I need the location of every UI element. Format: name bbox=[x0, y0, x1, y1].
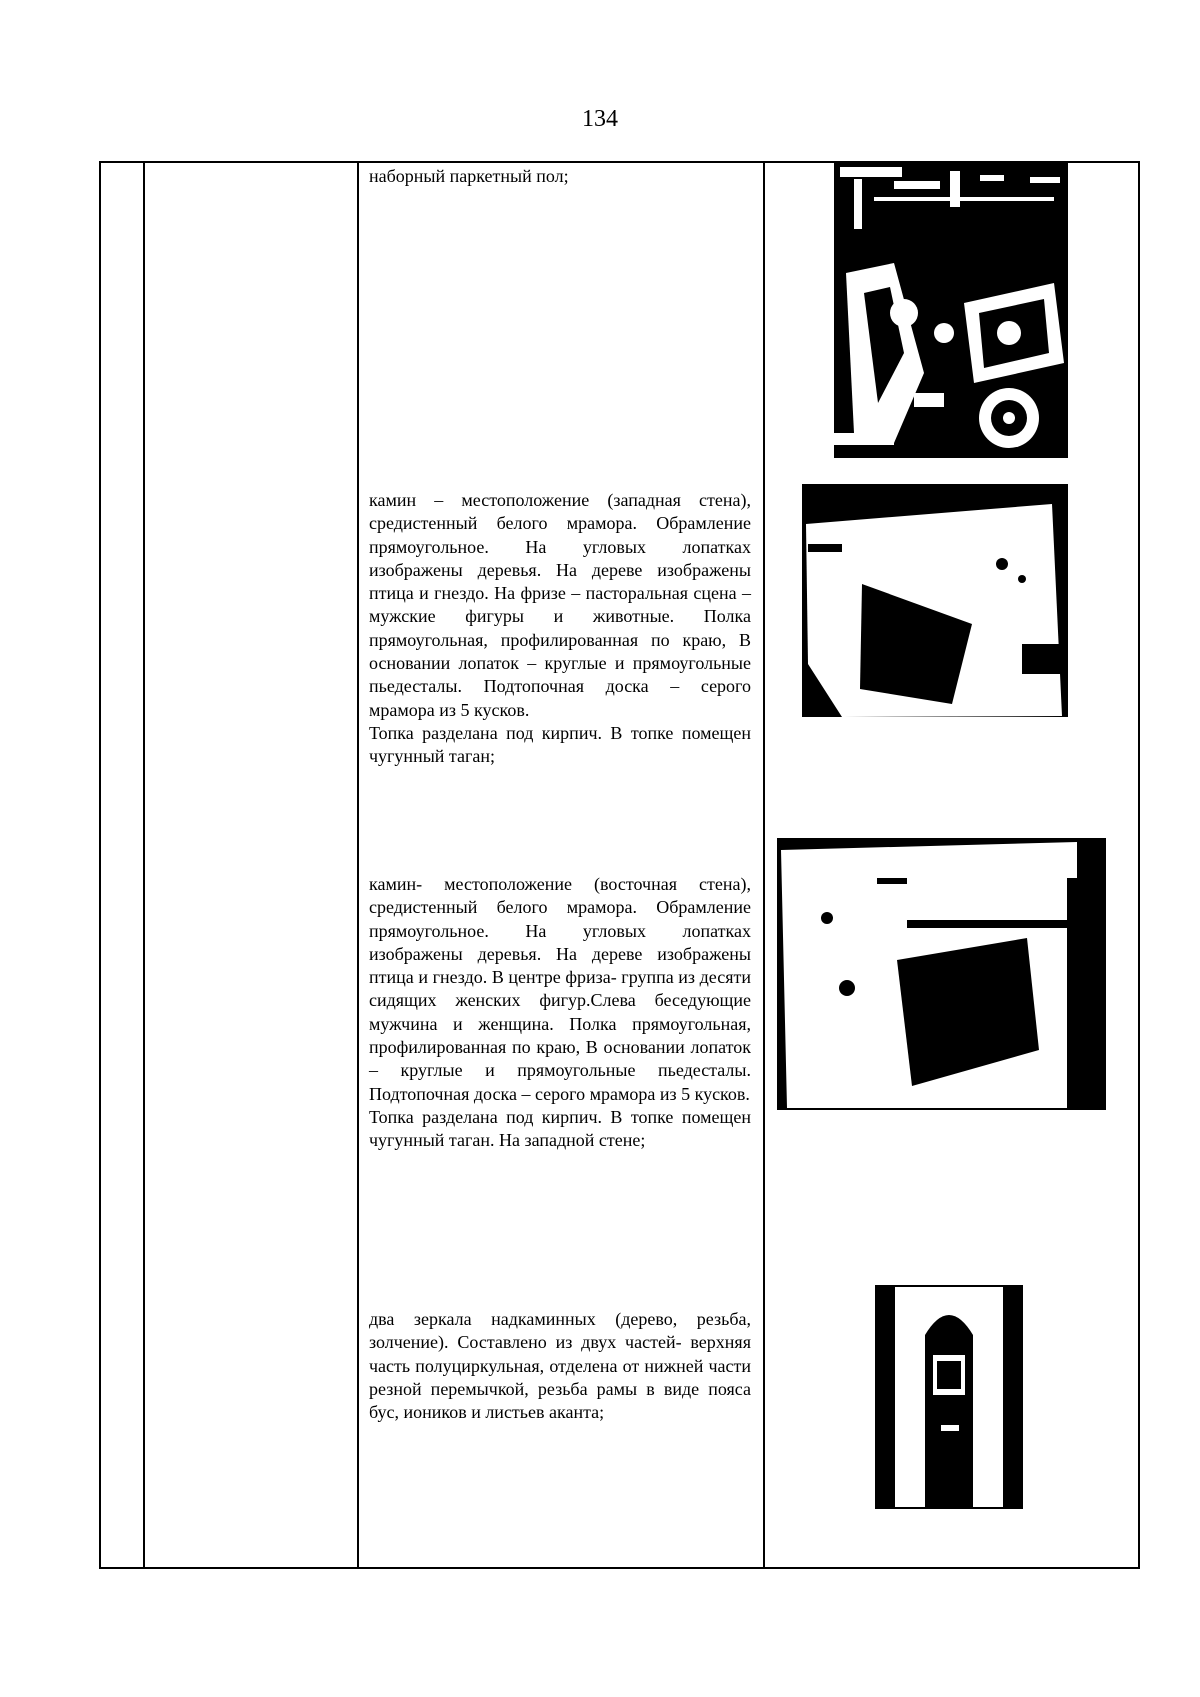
entry-fireplace-west-text bbox=[369, 489, 751, 769]
paragraph: два зеркала надкаминных (дерево, резьба, золчение). Составлено из двух частей- верхняя часть полуциркульная, отделена от нижней части резной перемычкой, резьба рамы в виде пояса бус, иоников и листьев аканта; bbox=[369, 1309, 751, 1423]
paragraph: Топка разделана под кирпич. В топке помещен чугунный таган; bbox=[369, 722, 751, 767]
fireplace-west-photo bbox=[802, 484, 1068, 717]
fireplace-east-photo bbox=[777, 838, 1106, 1110]
parquet-floor-photo bbox=[834, 163, 1068, 458]
paragraph: Топка разделана под кирпич. В топке помещен чугунный таган. На западной стене; bbox=[369, 1106, 751, 1151]
object-cell bbox=[144, 162, 358, 1568]
description-cell bbox=[358, 162, 764, 1568]
entry-mirror-text bbox=[369, 1308, 751, 1424]
paragraph: камин – местоположение (западная стена), средистенный белого мрамора. Обрамление прямоугольное. На угловых лопатках изображены деревья. На дереве изображены птица и гнездо. На фризе – пасторальная сцена – мужские фигуры и животные. Полка прямоугольная, профилированная по краю, В основании лопаток – круглые и прямоугольные пьедесталы. Подтопочная доска – серого мрамора из 5 кусков. bbox=[369, 490, 751, 720]
overmantel-mirror-photo bbox=[875, 1285, 1023, 1509]
paragraph: наборный паркетный пол; bbox=[369, 166, 569, 186]
table-row bbox=[100, 162, 1139, 1568]
entry-fireplace-east-text bbox=[369, 873, 751, 1153]
paragraph: камин- местоположение (восточная стена), средистенный белого мрамора. Обрамление прямоугольное. На угловых лопатках изображены деревья. На дереве изображены птица и гнездо. В центре фриза- группа из десяти сидящих женских фигур.Слева беседующие мужчина и женщина. Полка прямоугольная, профилированная по краю, В основании лопаток – круглые и прямоугольные пьедесталы. Подтопочная доска – серого мрамора из 5 кусков. bbox=[369, 874, 751, 1104]
photo-cell bbox=[764, 162, 1139, 1568]
number-cell bbox=[100, 162, 144, 1568]
entry-parquet-text bbox=[369, 165, 751, 188]
inventory-table bbox=[99, 161, 1140, 1569]
page-number: 134 bbox=[582, 106, 618, 132]
